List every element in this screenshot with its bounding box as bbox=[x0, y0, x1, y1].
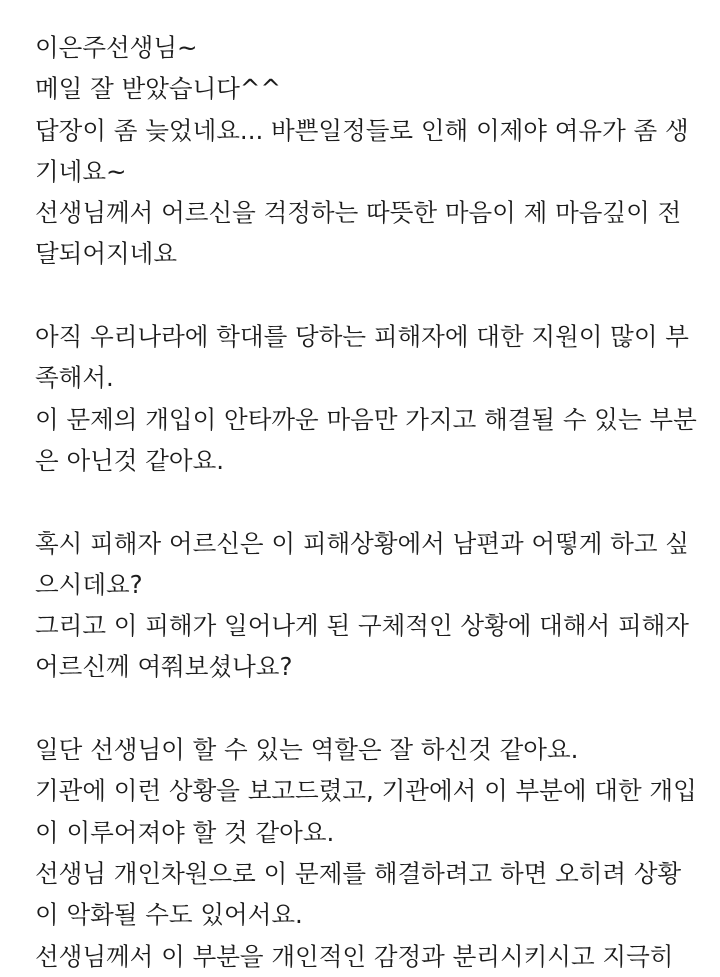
text-line: 어르신께 여쭤보셨나요? bbox=[35, 652, 293, 682]
text-line: 이 이루어져야 할 것 같아요. bbox=[35, 817, 335, 847]
text-line: 달되어지네요 bbox=[35, 239, 178, 269]
text-line: 이은주선생님~ bbox=[35, 33, 198, 62]
text-line: 일단 선생님이 할 수 있는 역할은 잘 하신것 같아요. bbox=[35, 735, 579, 765]
paragraph-gap bbox=[35, 688, 695, 729]
text-line: 선생님께서 어르신을 걱정하는 따뜻한 마음이 제 마음깊이 전 bbox=[35, 198, 682, 228]
text-line: 선생님 개인차원으로 이 문제를 해결하려고 하면 오히려 상황 bbox=[35, 858, 682, 888]
text-line: 아직 우리나라에 학대를 당하는 피해자에 대한 지원이 많이 부 bbox=[35, 322, 689, 352]
text-line: 그리고 이 피해가 일어나게 된 구체적인 상황에 대해서 피해자 bbox=[35, 611, 689, 641]
paragraph-gap bbox=[35, 481, 695, 522]
text-line: 기관에 이런 상황을 보고드렸고, 기관에서 이 부분에 대한 개입 bbox=[35, 776, 697, 806]
text-line: 으시데요? bbox=[35, 569, 143, 599]
message-body bbox=[35, 27, 695, 977]
text-line: 메일 잘 받았습니다^^ bbox=[35, 74, 281, 104]
text-line: 선생님께서 이 부분을 개인적인 감정과 분리시키시고 지극히 bbox=[35, 941, 674, 971]
text-line: 혹시 피해자 어르신은 이 피해상황에서 남편과 어떻게 하고 싶 bbox=[35, 528, 689, 558]
paragraph-gap bbox=[35, 275, 695, 316]
text-line: 족해서. bbox=[35, 363, 114, 393]
text-line: 기네요~ bbox=[35, 156, 127, 186]
text-line: 은 아닌것 같아요. bbox=[35, 445, 225, 475]
text-line: 답장이 좀 늦었네요... 바쁜일정들로 인해 이제야 여유가 좀 생 bbox=[35, 115, 689, 145]
text-line: 이 문제의 개입이 안타까운 마음만 가지고 해결될 수 있는 부분 bbox=[35, 404, 697, 434]
text-line: 이 악화될 수도 있어서요. bbox=[35, 900, 303, 930]
